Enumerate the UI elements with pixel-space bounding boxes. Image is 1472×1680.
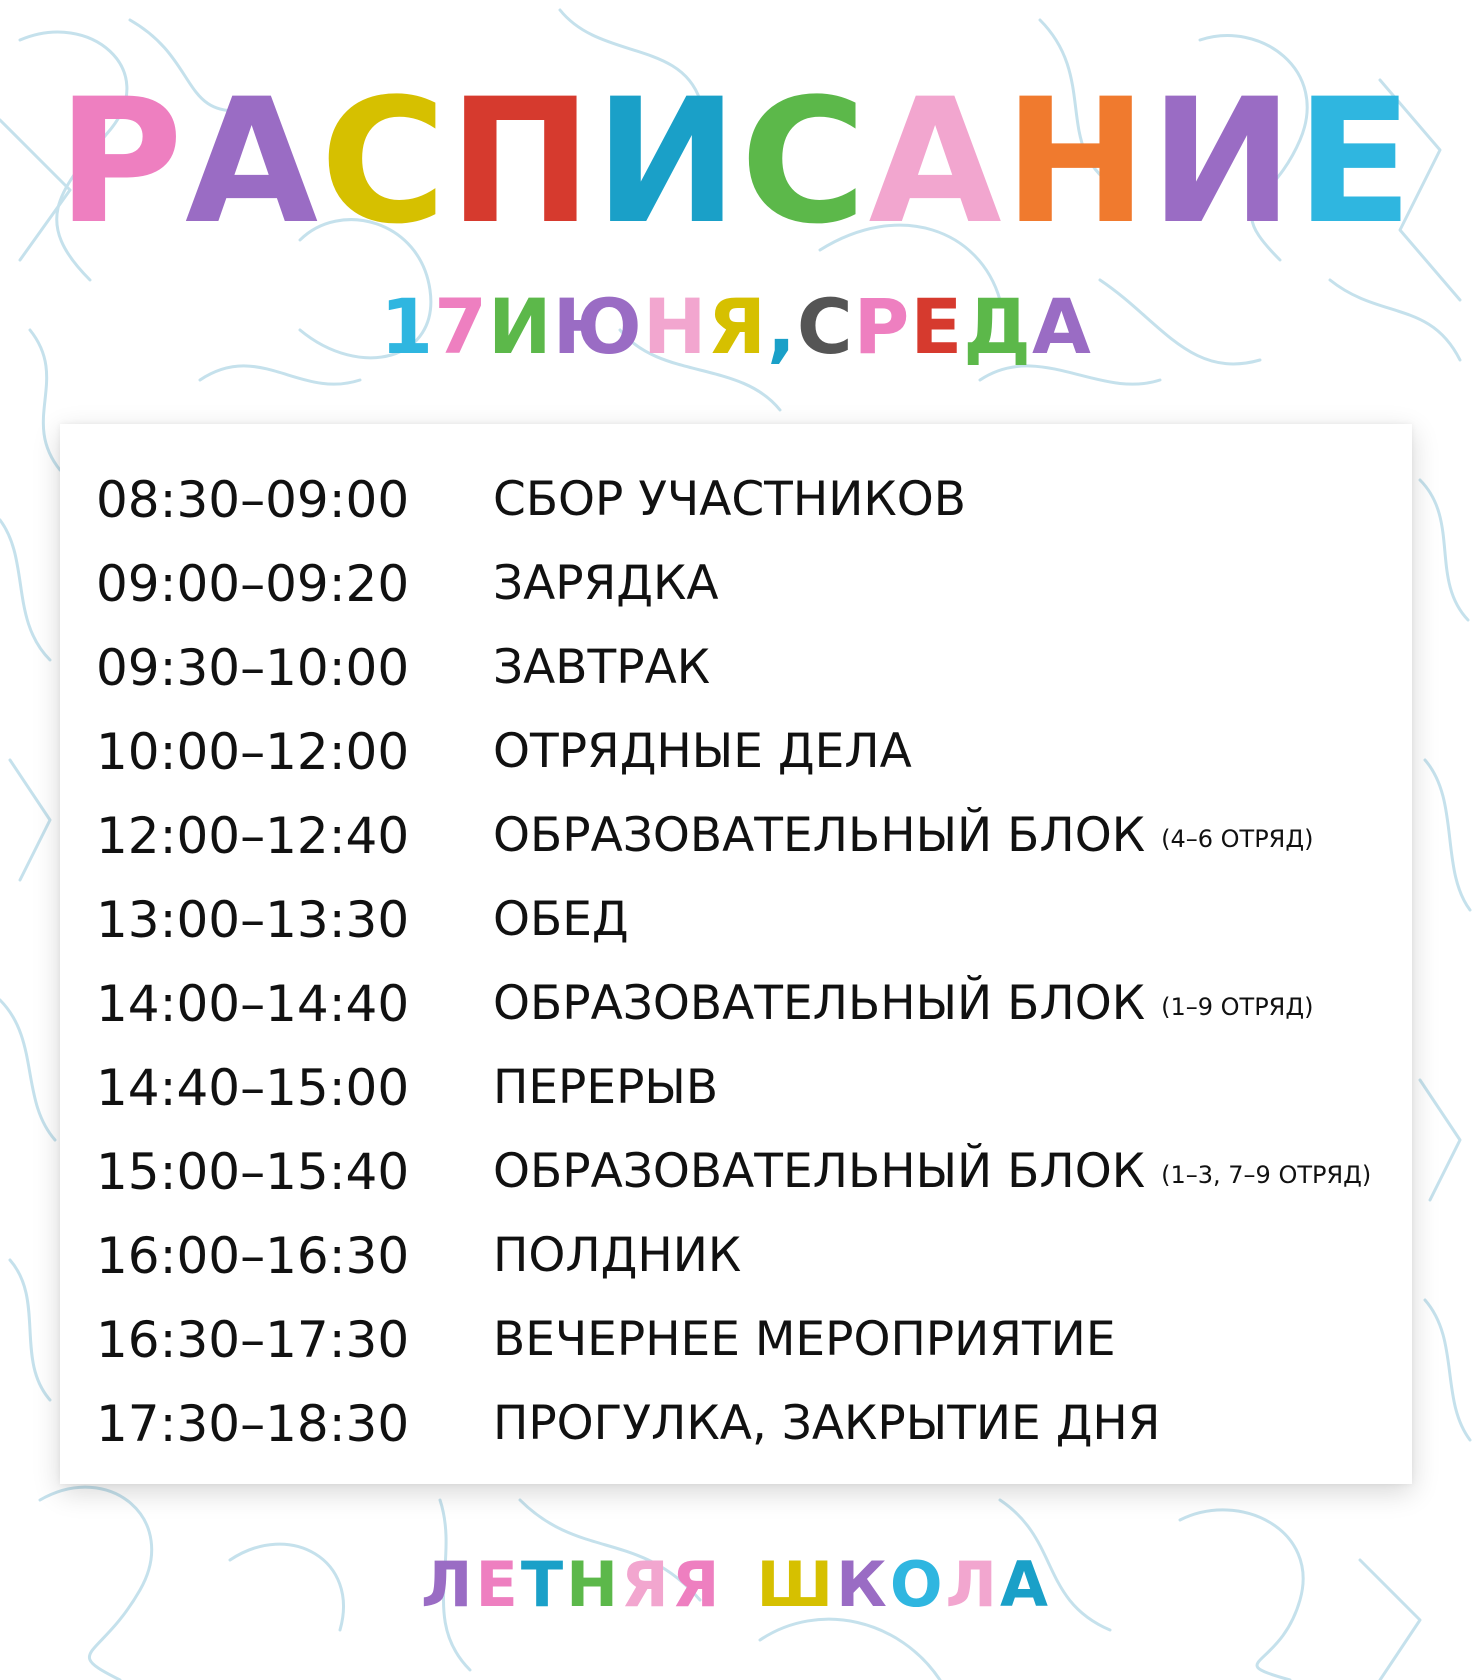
activity-label: ОБРАЗОВАТЕЛЬНЫЙ БЛОК xyxy=(493,1144,1146,1199)
title-letter: И xyxy=(1149,61,1296,262)
activity-label: СБОР УЧАСТНИКОВ xyxy=(493,472,966,527)
title-letter: Р xyxy=(56,61,186,262)
schedule-row xyxy=(60,626,1412,710)
row-time: 09:30–10:00 xyxy=(96,639,410,697)
activity-label: ЗАРЯДКА xyxy=(493,556,719,611)
schedule-card xyxy=(60,424,1412,1484)
footer-letter: Н xyxy=(566,1548,622,1621)
footer-letter: А xyxy=(1000,1548,1052,1621)
schedule-row xyxy=(60,1298,1412,1382)
row-activity xyxy=(493,710,912,794)
activity-label: ОБЕД xyxy=(493,892,629,947)
row-activity xyxy=(493,1046,718,1130)
schedule-row xyxy=(60,710,1412,794)
footer-letter: Л xyxy=(420,1548,476,1621)
schedule-row xyxy=(60,542,1412,626)
activity-label: ПОЛДНИК xyxy=(493,1228,742,1283)
subtitle-letter: 7 xyxy=(434,282,488,371)
activity-note: (4–6 ОТРЯД) xyxy=(1161,825,1314,853)
activity-label: ОБРАЗОВАТЕЛЬНЫЙ БЛОК xyxy=(493,976,1146,1031)
footer-letter: Я xyxy=(671,1548,723,1621)
schedule-row xyxy=(60,1382,1412,1466)
subtitle-letter: Я xyxy=(707,282,767,371)
title-letter: П xyxy=(448,61,595,262)
row-activity xyxy=(493,794,1313,878)
activity-note: (1–3, 7–9 ОТРЯД) xyxy=(1161,1161,1372,1189)
subtitle-letter: Н xyxy=(642,282,708,371)
activity-label: ОБРАЗОВАТЕЛЬНЫЙ БЛОК xyxy=(493,808,1146,863)
activity-note: (1–9 ОТРЯД) xyxy=(1161,993,1314,1021)
footer-letter: Т xyxy=(520,1548,567,1621)
activity-label: ПРОГУЛКА, ЗАКРЫТИЕ ДНЯ xyxy=(493,1396,1161,1451)
subtitle-letter: Р xyxy=(853,282,911,371)
activity-label: ОТРЯДНЫЕ ДЕЛА xyxy=(493,724,912,779)
footer-school-name xyxy=(0,1540,1472,1630)
schedule-row xyxy=(60,878,1412,962)
schedule-row xyxy=(60,1130,1412,1214)
footer-letter: Я xyxy=(621,1548,672,1621)
row-time: 14:40–15:00 xyxy=(96,1059,410,1117)
subtitle-letter: Д xyxy=(963,282,1032,371)
footer-letter: К xyxy=(836,1548,890,1621)
activity-label: ВЕЧЕРНЕЕ МЕРОПРИЯТИЕ xyxy=(493,1312,1116,1367)
row-activity xyxy=(493,1382,1160,1466)
title-letter: А xyxy=(185,61,321,262)
row-time: 14:00–14:40 xyxy=(96,975,410,1033)
schedule-row xyxy=(60,1046,1412,1130)
title-letter: С xyxy=(320,61,449,262)
footer-letter: Ш xyxy=(756,1548,837,1621)
activity-label: ЗАВТРАК xyxy=(493,640,711,695)
page-title xyxy=(0,62,1472,262)
row-activity xyxy=(493,878,629,962)
row-activity xyxy=(493,458,966,542)
schedule-row xyxy=(60,794,1412,878)
row-activity xyxy=(493,542,719,626)
row-activity xyxy=(493,962,1313,1046)
activity-label: ПЕРЕРЫВ xyxy=(493,1060,719,1115)
subtitle-letter: Ю xyxy=(552,282,643,371)
schedule-row xyxy=(60,962,1412,1046)
row-time: 08:30–09:00 xyxy=(96,471,410,529)
row-activity xyxy=(493,1130,1371,1214)
row-time: 13:00–13:30 xyxy=(96,891,410,949)
title-letter: А xyxy=(868,61,1004,262)
schedule-row xyxy=(60,458,1412,542)
subtitle-letter: , xyxy=(766,282,797,371)
footer-letter: Е xyxy=(475,1548,521,1621)
row-time: 16:00–16:30 xyxy=(96,1227,410,1285)
subtitle-letter: А xyxy=(1031,282,1092,371)
row-time: 10:00–12:00 xyxy=(96,723,410,781)
subtitle-letter: И xyxy=(488,282,553,371)
title-letter: И xyxy=(594,61,741,262)
title-letter: Е xyxy=(1295,61,1416,262)
row-time: 09:00–09:20 xyxy=(96,555,410,613)
subtitle-letter: Е xyxy=(910,282,964,371)
date-subtitle xyxy=(0,282,1472,372)
subtitle-letter: 1 xyxy=(380,282,435,371)
footer-letter: О xyxy=(889,1548,946,1621)
row-activity xyxy=(493,1214,741,1298)
row-activity xyxy=(493,626,710,710)
row-time: 12:00–12:40 xyxy=(96,807,410,865)
schedule-row xyxy=(60,1214,1412,1298)
row-time: 16:30–17:30 xyxy=(96,1311,410,1369)
footer-letter: Л xyxy=(945,1548,1001,1621)
title-letter: С xyxy=(740,61,869,262)
row-activity xyxy=(493,1298,1116,1382)
subtitle-letter: С xyxy=(796,282,854,371)
row-time: 17:30–18:30 xyxy=(96,1395,410,1453)
title-letter: Н xyxy=(1003,61,1150,262)
row-time: 15:00–15:40 xyxy=(96,1143,410,1201)
